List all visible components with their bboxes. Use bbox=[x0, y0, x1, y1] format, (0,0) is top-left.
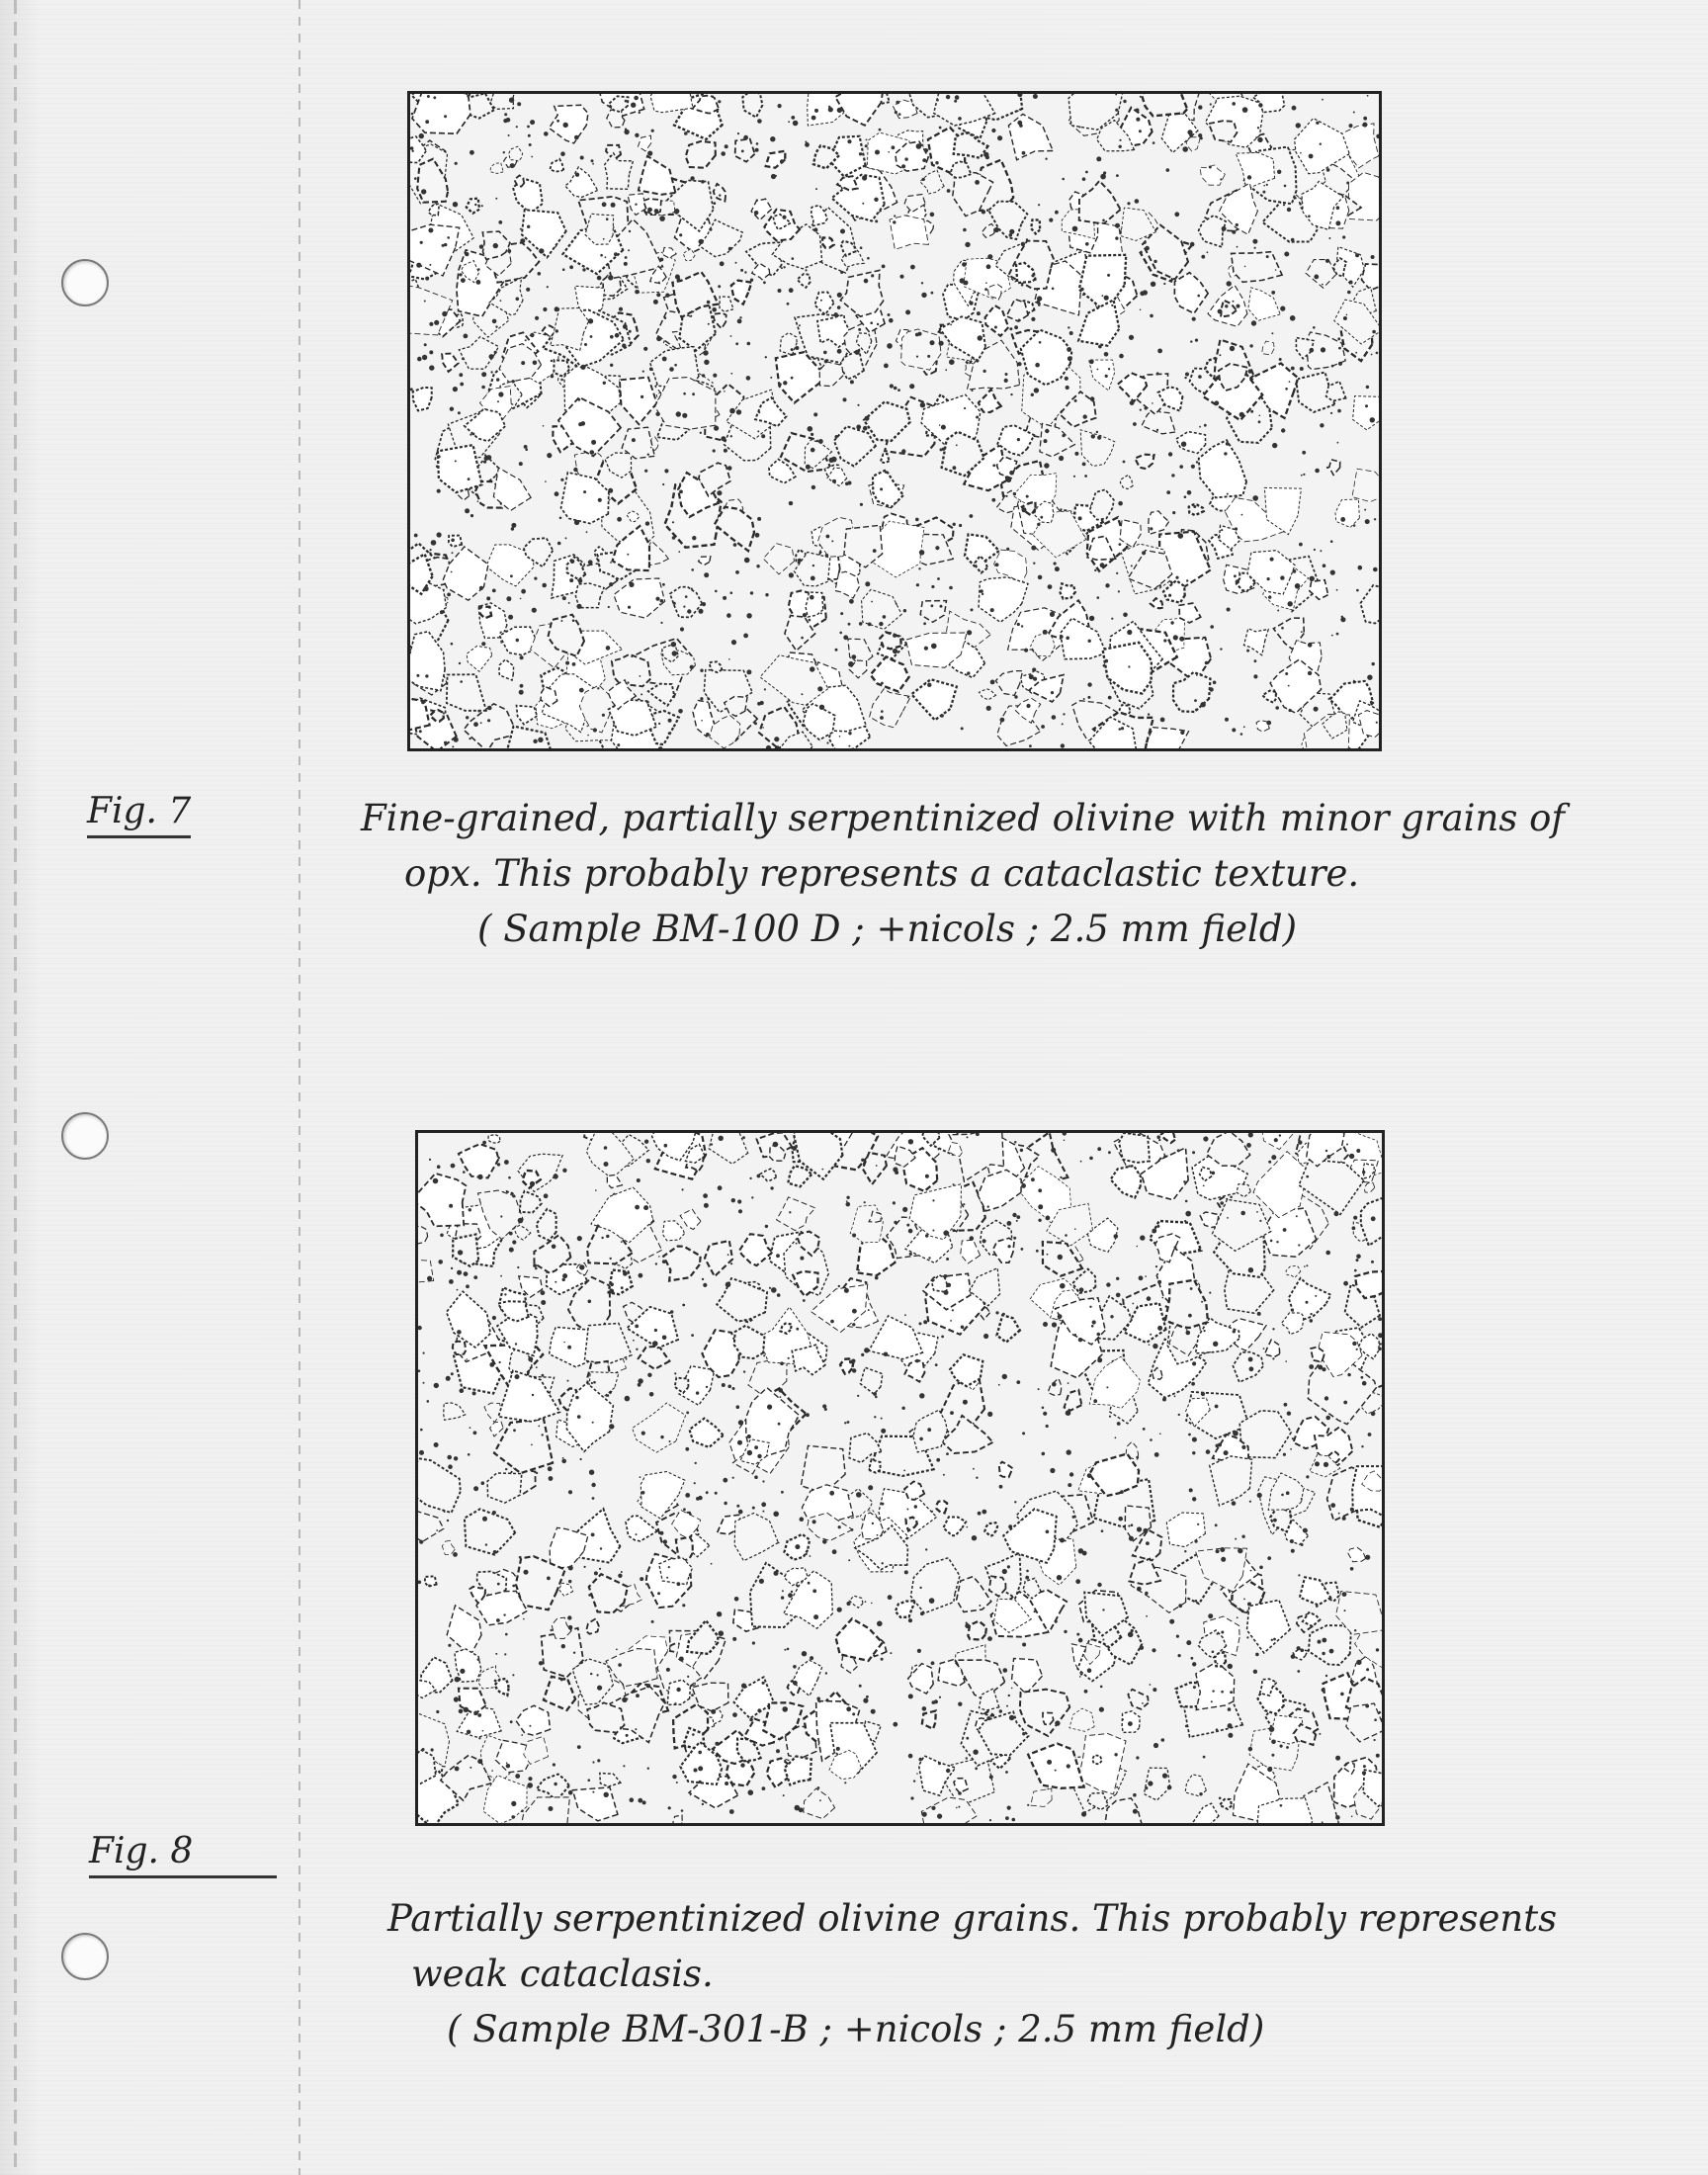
page-edge-shadow bbox=[14, 0, 17, 2175]
fig7-label bbox=[87, 791, 191, 838]
fig7-micrograph bbox=[407, 91, 1382, 751]
micrograph-grain-texture bbox=[418, 1133, 1382, 1823]
punch-hole-middle bbox=[61, 1112, 109, 1160]
fig8-micrograph bbox=[415, 1130, 1385, 1826]
micrograph-grain-texture bbox=[410, 94, 1379, 748]
punch-hole-top bbox=[61, 259, 109, 306]
fig7-caption-line-2: opx. This probably represents a cataclastic texture. bbox=[404, 852, 1360, 895]
fig8-caption-line-2: weak cataclasis. bbox=[411, 1953, 714, 1995]
fig7-caption bbox=[361, 791, 1565, 957]
fig8-caption-line-1: Partially serpentinized olivine grains. This probably represents bbox=[387, 1897, 1558, 1940]
fig7-label-text: Fig. 7 bbox=[87, 791, 192, 831]
fig7-caption-line-3: ( Sample BM-100 D ; +nicols ; 2.5 mm field) bbox=[477, 908, 1298, 950]
fig8-label bbox=[89, 1831, 277, 1878]
punch-hole-bottom bbox=[61, 1933, 109, 1980]
margin-line bbox=[299, 0, 300, 2175]
fig8-caption bbox=[387, 1891, 1557, 2057]
fig8-label-text: Fig. 8 bbox=[89, 1831, 194, 1871]
fig8-label-underline bbox=[89, 1875, 277, 1878]
fig7-caption-line-1: Fine-grained, partially serpentinized olivine with minor grains of bbox=[361, 797, 1566, 839]
fig7-label-underline bbox=[87, 835, 191, 838]
fig8-caption-line-3: ( Sample BM-301-B ; +nicols ; 2.5 mm field) bbox=[447, 2008, 1265, 2050]
